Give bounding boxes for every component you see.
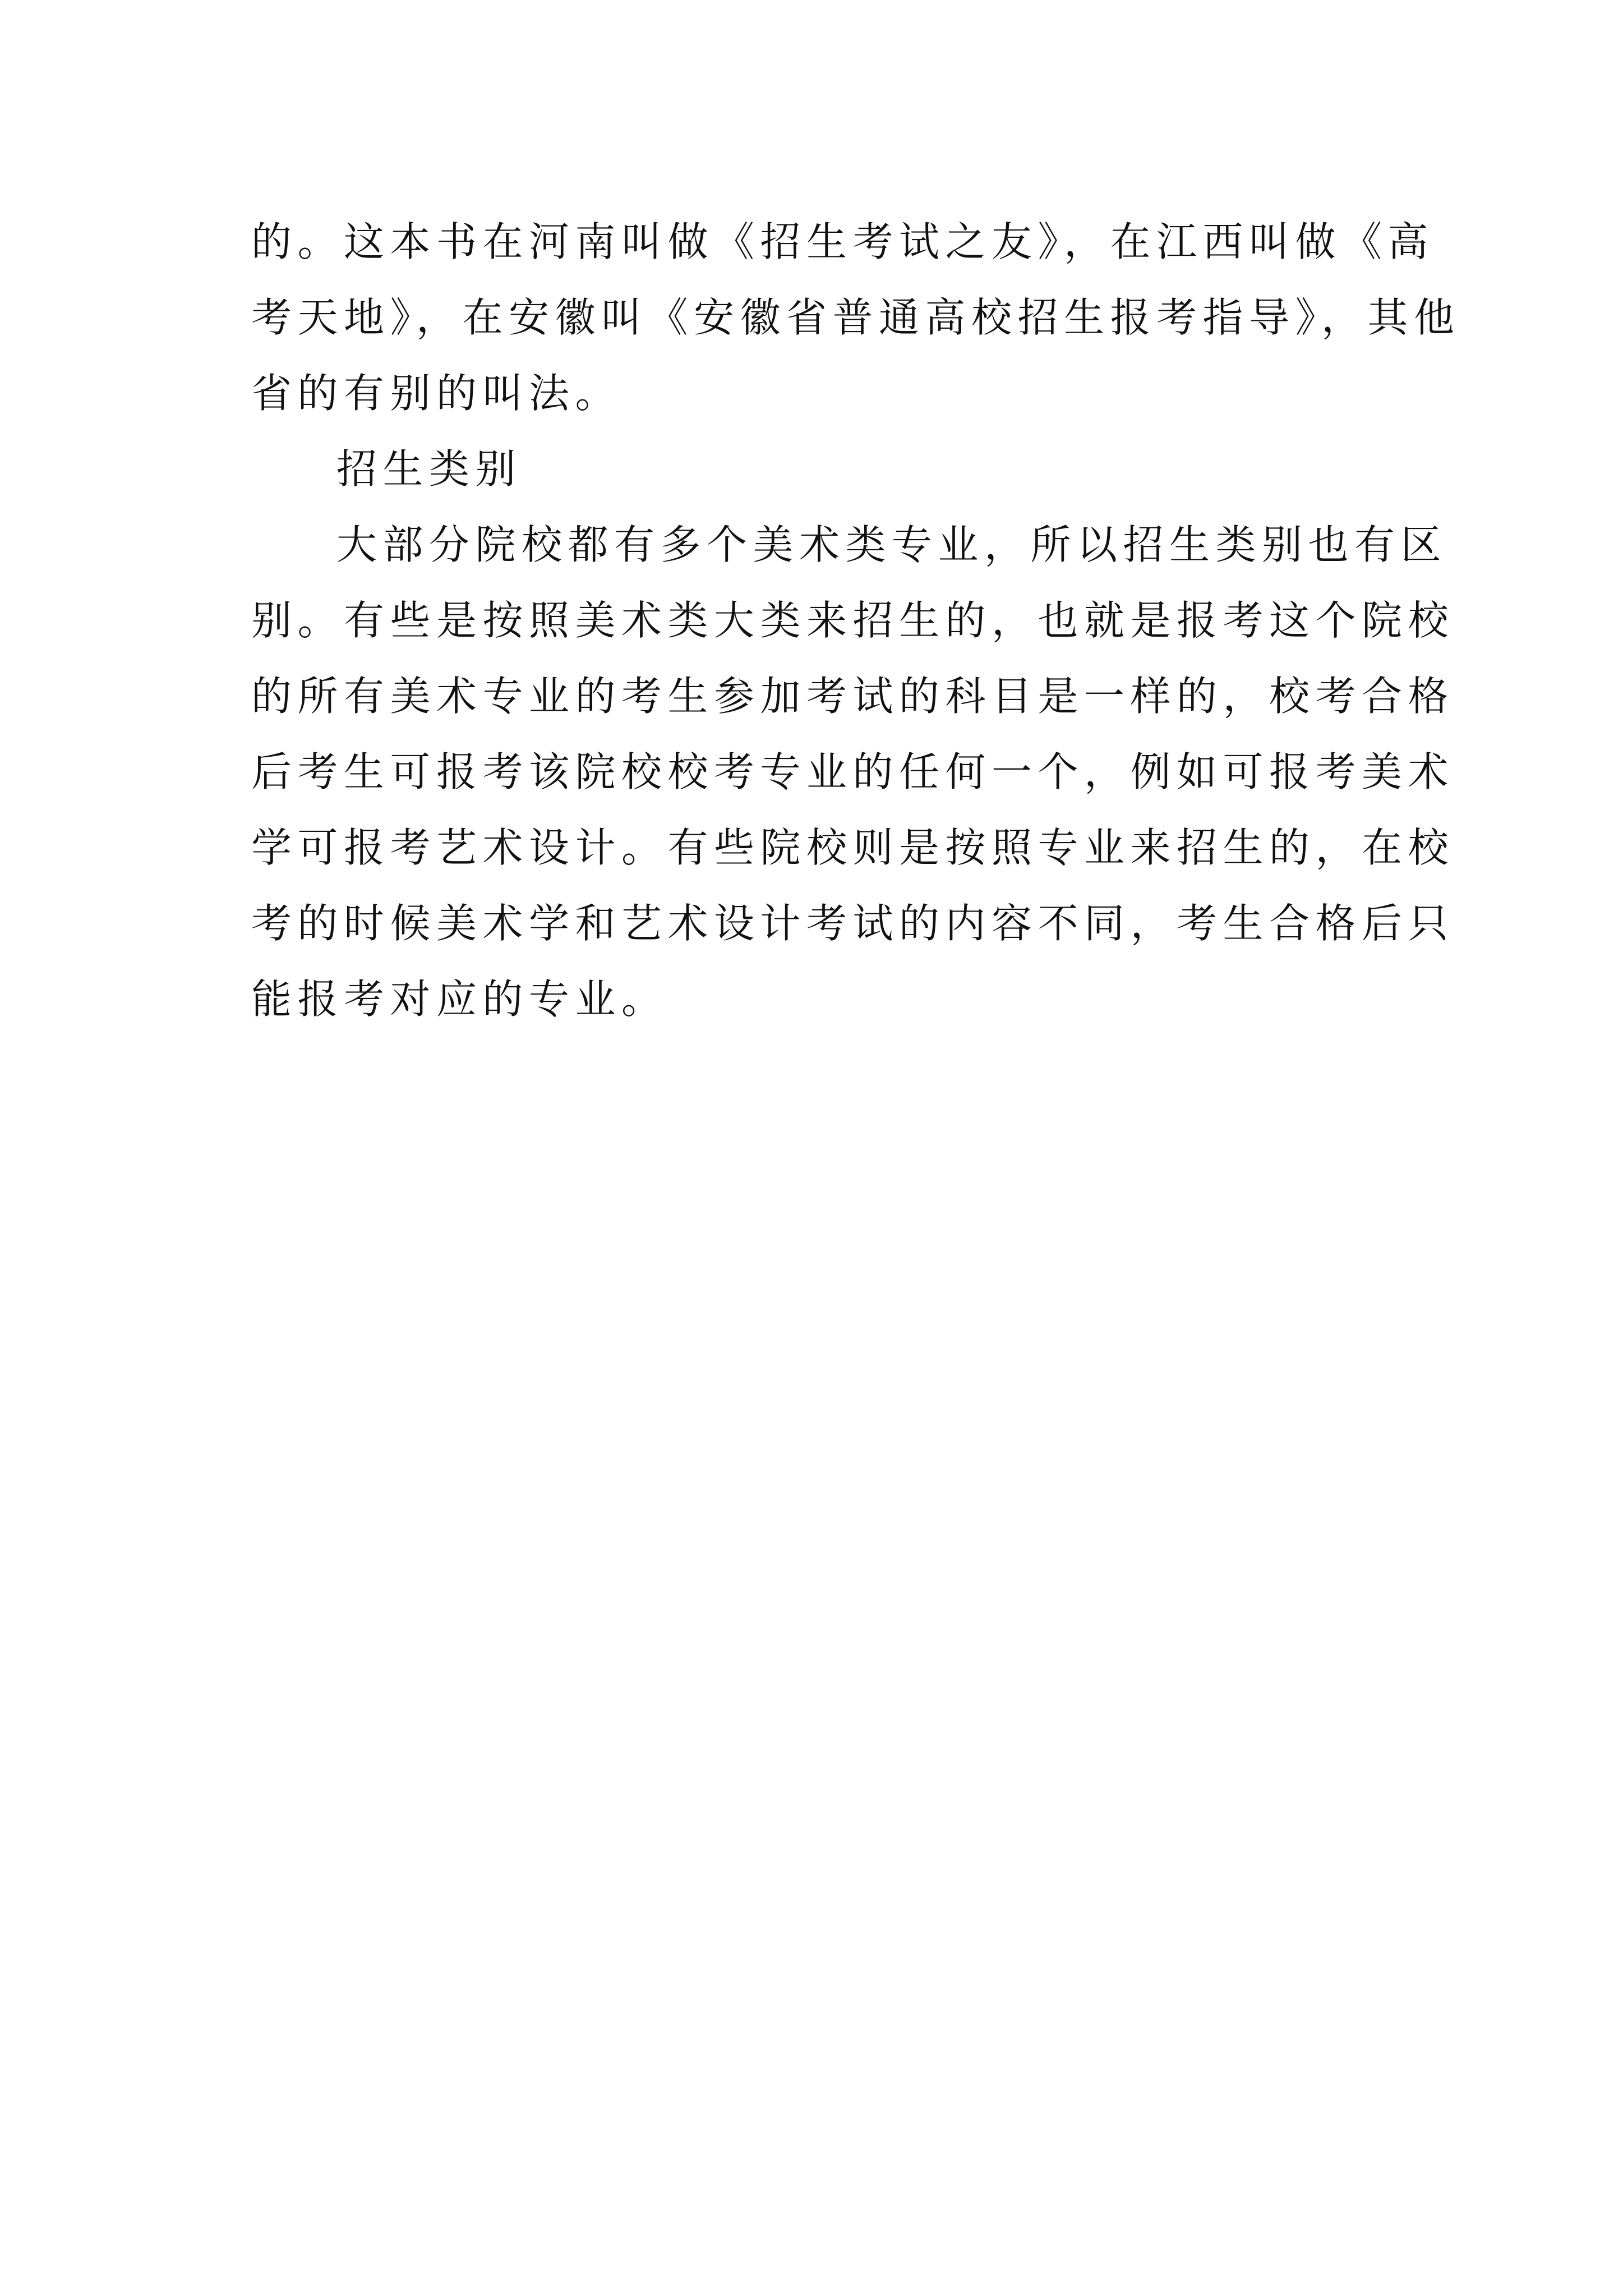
- heading-text: 招生类别: [336, 445, 522, 493]
- text-line: 的。这本书在河南叫做《招生考试之友》，在江西叫做《高: [251, 218, 1435, 265]
- text-line: 的所有美术专业的考生参加考试的科目是一样的，校考合格: [251, 673, 1455, 720]
- text-line: 大部分院校都有多个美术类专业，所以招生类别也有区: [336, 521, 1447, 568]
- text-line: 学可报考艺术设计。有些院校则是按照专业来招生的，在校: [251, 824, 1455, 871]
- text-line: 能报考对应的专业。: [251, 976, 668, 1023]
- text-line: 别。有些是按照美术类大类来招生的，也就是报考这个院校: [251, 597, 1455, 644]
- section-heading: [251, 431, 1384, 507]
- document-body: [251, 204, 1460, 1037]
- text-line: 考天地》，在安徽叫《安徽省普通高校招生报考指导》，其他: [251, 294, 1460, 341]
- text-line: 后考生可报考该院校校考专业的任何一个，例如可报考美术: [251, 748, 1455, 795]
- paragraph-continuation: [251, 204, 1460, 431]
- paragraph-enrollment-categories: [251, 507, 1455, 1037]
- text-line: 考的时候美术学和艺术设计考试的内容不同，考生合格后只: [251, 900, 1455, 947]
- text-line: 省的有别的叫法。: [251, 370, 622, 417]
